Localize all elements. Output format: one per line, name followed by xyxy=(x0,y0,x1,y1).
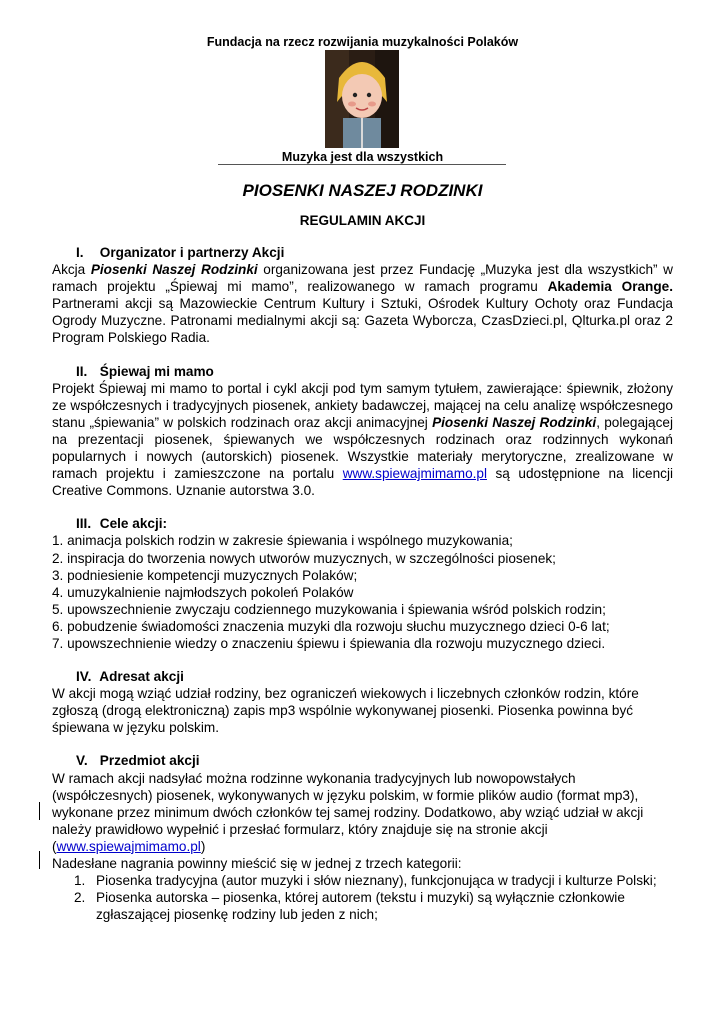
section-organizer-text: Akcja Piosenki Naszej Rodzinki organizowana jest przez Fundację „Muzyka jest dla wszystkich” w ramach projektu „Śpiewaj mi mamo”, realizowanego w ramach programu Akademia Orange. Partnerami akcji są Mazowieckie Centrum Kultury i Sztuki, Ośrodek Kultury Ochoty oraz Fundacja Ogrody Muzyczne. Patronami medialnymi akcji są: Gazeta Wyborcza, CzasDzieci.pl, Qlturka.pl oraz 2 Program Polskiego Radia. xyxy=(52,262,674,346)
section-heading-spiewaj: II. Śpiewaj mi mamo xyxy=(76,363,214,379)
categories-intro: Nadesłane nagrania powinny mieścić się w jednej z trzech kategorii: xyxy=(52,856,462,871)
section-spiewaj-text: Projekt Śpiewaj mi mamo to portal i cykl akcji pod tym samym tytułem, zawierające: śpiewnik, złożony ze współczesnych i tradycyjnych piosenek, ankiety badawczej, mającej na celu analizę współczesnego stanu „śpiewania” w polskich rodzinach oraz akcji animacyjnej Piosenki Naszej Rodzinki, polegającej na prezentacji piosenek, śpiewanych we współczesnych rodzinach oraz rodzinnych wykonań popularnych i nowych (autorskich) piosenek. Wszystkie materiały merytoryczne, zrealizowane w ramach projektu i zamieszczone na portalu www.spiewajmimamo.pl są udostępnione na licencji Creative Commons. Uznanie autorstwa 3.0. xyxy=(52,380,674,499)
form-link[interactable]: www.spiewajmimamo.pl xyxy=(56,838,201,854)
header-divider xyxy=(218,164,506,165)
list-item: 1. Piosenka tradycyjna (autor muzyki i słów nieznany), funkcjonująca w tradycji i kulturze Polski; xyxy=(74,873,657,889)
list-item: 5. upowszechnienie zwyczaju codziennego muzykowania i śpiewania wśród polskich rodzin; xyxy=(52,601,606,617)
page-subtitle: REGULAMIN AKCJI xyxy=(299,213,426,228)
list-item: 1. animacja polskich rodzin w zakresie śpiewania i wspólnego muzykowania; xyxy=(52,533,513,549)
change-bar xyxy=(39,802,40,820)
foundation-name: Fundacja na rzecz rozwijania muzykalności Polaków xyxy=(206,35,519,49)
section-heading-audience: IV. Adresat akcji xyxy=(76,669,184,685)
list-item: 2. inspiracja do tworzenia nowych utworów muzycznych, w szczególności piosenek; xyxy=(52,550,556,566)
list-item: 2. Piosenka autorska – piosenka, której autorem (tekstu i muzyki) są wyłącznie członkowie zgłaszającej piosenkę rodziny lub jeden z nich; xyxy=(74,890,625,923)
list-item: 6. pobudzenie świadomości znaczenia muzyki dla rozwoju słuchu muzycznego dzieci 0-6 lat; xyxy=(52,618,610,634)
portal-link[interactable]: www.spiewajmimamo.pl xyxy=(342,466,487,482)
list-item: 4. umuzykalnienie najmłodszych pokoleń Polaków xyxy=(52,584,354,600)
document-body xyxy=(52,244,673,923)
list-item: 3. podniesienie kompetencji muzycznych Polaków; xyxy=(52,567,358,583)
goals-list xyxy=(52,532,673,652)
section-heading-subject: V. Przedmiot akcji xyxy=(76,753,200,769)
section-heading-goals: III. Cele akcji: xyxy=(76,516,168,532)
list-item: 7. upowszechnienie wiedzy o znaczeniu śpiewu i śpiewania dla rozwoju muzycznego dzieci. xyxy=(52,635,606,651)
logo-doll-image xyxy=(325,50,399,148)
categories-list xyxy=(52,872,673,923)
change-bar xyxy=(39,851,40,869)
section-subject-text: W ramach akcji nadsyłać można rodzinne wykonania tradycyjnych lub nowopowstałych (współczesnych) piosenek, wykonywanych w języku polskim, w formie plików audio (format mp3), wykonane przez minimum dwóch członków tej samej rodziny. Dodatkowo, aby wziąć udział w akcji należy prawidłowo wypełnić i przesłać formularz, który znajduje się na stronie akcji (www.spiewajmimamo.pl) xyxy=(52,770,644,854)
section-audience-text: W akcji mogą wziąć udział rodziny, bez ograniczeń wiekowych i liczebnych członków rodzin, które zgłoszą (drogą elektroniczną) zapis mp3 wspólnie wykonywanej piosenki. Piosenka powinna być śpiewana w języku polskim. xyxy=(52,686,639,736)
tagline: Muzyka jest dla wszystkich xyxy=(281,150,444,164)
page-title: PIOSENKI NASZEJ RODZINKI xyxy=(242,181,483,200)
section-heading-organizer: I. Organizator i partnerzy Akcji xyxy=(76,245,285,260)
